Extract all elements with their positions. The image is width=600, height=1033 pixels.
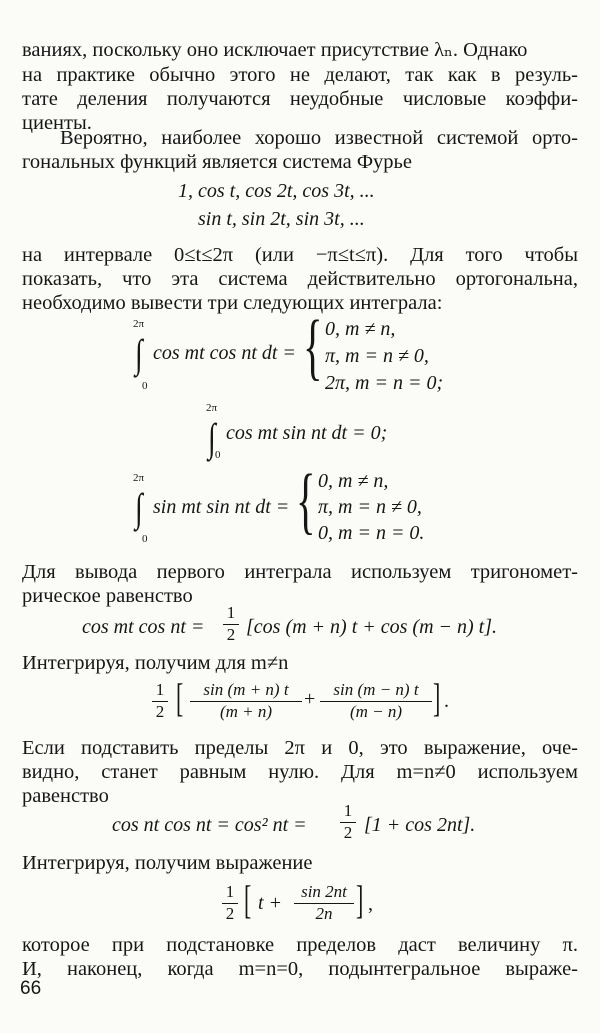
- integral-1-case-1: 0, m ≠ n,: [325, 318, 396, 340]
- result-2-term: t +: [258, 892, 283, 914]
- integral-3-case-3: 0, m = n = 0.: [318, 522, 425, 544]
- integral-lower-limit: 0: [215, 449, 221, 461]
- integral-sign: ∫: [135, 331, 143, 376]
- integral-1-expression: cos mt cos nt dt =: [153, 342, 296, 364]
- text-line: равенство: [22, 785, 109, 807]
- text-line: Интегрируя, получим для m≠n: [22, 652, 289, 674]
- text-line: видно, станет равным нулю. Для m=n≠0 используем: [22, 761, 578, 783]
- fraction-denominator: 2: [225, 904, 235, 923]
- page-number: 66: [20, 978, 42, 999]
- text-line: Интегрируя, получим выражение: [22, 852, 313, 874]
- fraction-half: [222, 882, 238, 924]
- fraction-sin-sum: [190, 680, 302, 722]
- fraction-half: [340, 801, 356, 843]
- integral-lower-limit: 0: [142, 533, 148, 545]
- plus-sign: +: [304, 688, 316, 710]
- text-line: тате деления получаются неудобные числовые коэффи-: [22, 88, 578, 110]
- fraction-denominator: 2: [343, 823, 353, 842]
- fraction-denominator: (m + n): [219, 702, 273, 721]
- fourier-series-cos: 1, cos t, cos 2t, cos 3t, ...: [178, 180, 375, 202]
- integral-upper-limit: 2π: [206, 402, 218, 414]
- bracket-open: [: [176, 675, 184, 720]
- bracket-close: ]: [433, 675, 441, 720]
- fraction-denominator: 2: [155, 702, 165, 721]
- text-line: ваниях, поскольку оно исключает присутствие λₙ. Однако: [22, 39, 528, 61]
- text-line: гональных функций является система Фурье: [22, 151, 412, 173]
- period-mark: .: [444, 690, 449, 712]
- integral-lower-limit: 0: [142, 380, 148, 392]
- integral-sign: ∫: [135, 485, 143, 530]
- text-line: Если подставить пределы 2π и 0, это выражение, оче-: [22, 737, 578, 759]
- fraction-denominator: 2: [226, 625, 236, 644]
- integral-1-case-3: 2π, m = n = 0;: [325, 372, 444, 394]
- text-line: И, наконец, когда m=n=0, подынтегральное выраже-: [22, 958, 578, 980]
- integral-3-case-2: π, m = n ≠ 0,: [318, 496, 422, 518]
- fraction-numerator: sin (m − n) t: [320, 680, 432, 702]
- fraction-numerator: 1: [223, 603, 239, 625]
- integral-upper-limit: 2π: [133, 472, 145, 484]
- fraction-numerator: 1: [340, 801, 356, 823]
- identity-2-right: [1 + cos 2nt].: [364, 814, 476, 836]
- integral-1-case-2: π, m = n ≠ 0,: [325, 345, 429, 367]
- cases-brace: {: [296, 460, 316, 542]
- fraction-numerator: 1: [152, 680, 168, 702]
- fraction-sin-2nt: [294, 882, 354, 924]
- fraction-denominator: (m − n): [349, 702, 403, 721]
- text-line: циенты.: [22, 112, 92, 134]
- identity-1-right: [cos (m + n) t + cos (m − n) t].: [246, 616, 498, 638]
- integral-3-case-1: 0, m ≠ n,: [318, 470, 389, 492]
- bracket-close: ]: [356, 877, 364, 922]
- identity-1-left: cos mt cos nt =: [82, 616, 205, 638]
- fraction-half: [223, 603, 239, 645]
- integral-2-expression: cos mt sin nt dt = 0;: [226, 422, 388, 444]
- fourier-series-sin: sin t, sin 2t, sin 3t, ...: [198, 208, 365, 230]
- fraction-denominator: 2n: [315, 904, 333, 923]
- text-line: Для вывода первого интеграла используем тригономет-: [22, 561, 578, 583]
- integral-sign: ∫: [208, 415, 216, 460]
- fraction-numerator: 1: [222, 882, 238, 904]
- integral-3-expression: sin mt sin nt dt =: [153, 496, 290, 518]
- fraction-half: [152, 680, 168, 722]
- text-line: Вероятно, наиболее хорошо известной системой орто-: [60, 127, 578, 149]
- cases-brace: {: [303, 306, 323, 388]
- fraction-numerator: sin (m + n) t: [190, 680, 302, 702]
- text-line: необходимо вывести три следующих интеграла:: [22, 292, 443, 314]
- integral-upper-limit: 2π: [133, 318, 145, 330]
- bracket-open: [: [244, 877, 252, 922]
- text-line: на интервале 0≤t≤2π (или −π≤t≤π). Для того чтобы: [22, 244, 578, 266]
- comma-mark: ,: [368, 893, 373, 915]
- fraction-numerator: sin 2nt: [294, 882, 354, 904]
- text-line: показать, что эта система действительно ортогональна,: [22, 268, 578, 290]
- identity-2-left: cos nt cos nt = cos² nt =: [112, 814, 307, 836]
- fraction-sin-diff: [320, 680, 432, 722]
- text-line: на практике обычно этого не делают, так как в резуль-: [22, 64, 578, 86]
- text-line: которое при подстановке пределов даст величину π.: [22, 934, 578, 956]
- text-line: рическое равенство: [22, 585, 193, 607]
